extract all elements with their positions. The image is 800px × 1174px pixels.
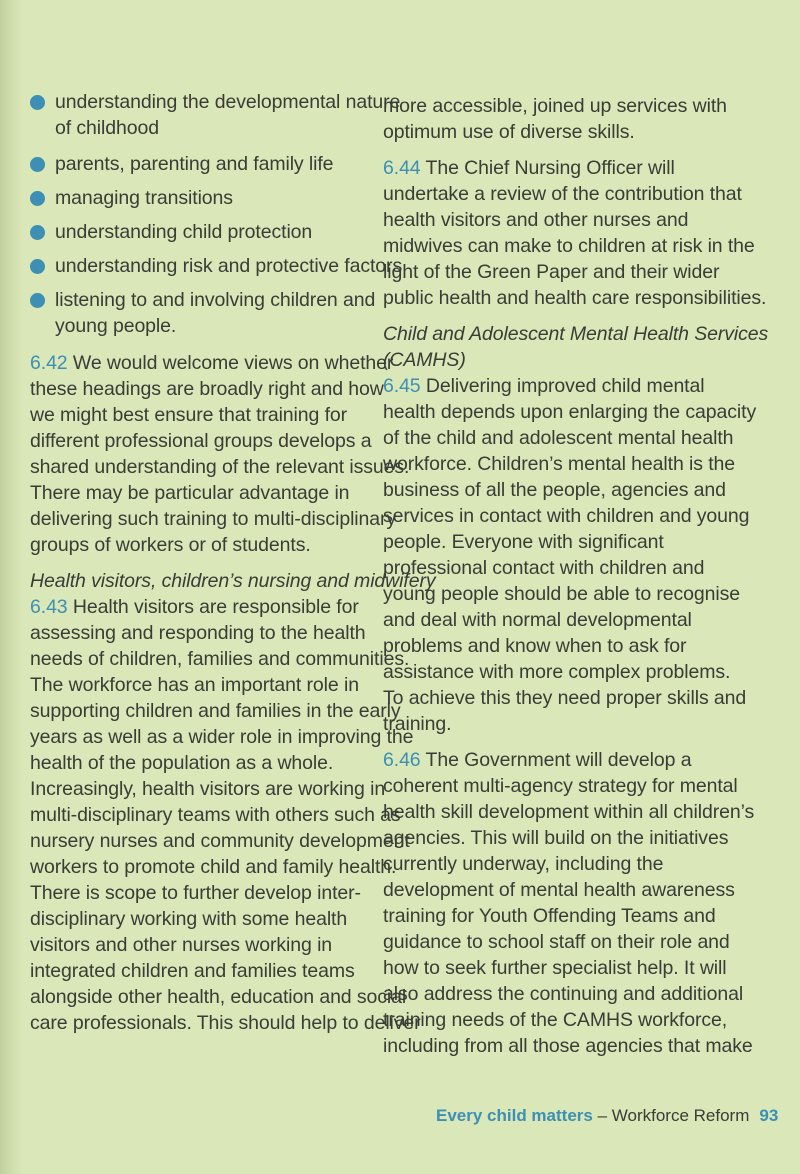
paragraph-line: needs of children, families and communities. <box>30 648 410 670</box>
paragraph-line: shared understanding of the relevant issues. <box>30 456 410 478</box>
paragraph-number: 6.43 <box>30 596 68 618</box>
paragraph-line: health visitors and other nurses and <box>383 209 689 231</box>
bullet-item: understanding the developmental nature <box>55 91 401 113</box>
paragraph-number: 6.42 <box>30 352 68 374</box>
page-binding-edge <box>0 0 22 1174</box>
paragraph-line: integrated children and families teams <box>30 960 355 982</box>
paragraph-line: optimum use of diverse skills. <box>383 121 635 143</box>
paragraph-line: Health visitors are responsible for <box>72 596 359 618</box>
paragraph-line: of the child and adolescent mental health <box>383 427 734 449</box>
footer-separator: – <box>592 1106 612 1125</box>
paragraph-line: assessing and responding to the health <box>30 622 366 644</box>
paragraph-line: these headings are broadly right and how <box>30 378 384 400</box>
paragraph-line: There may be particular advantage in <box>30 482 350 504</box>
paragraph-first-line <box>383 747 691 773</box>
bullet-item: understanding risk and protective factors <box>55 255 403 277</box>
paragraph-number: 6.46 <box>383 749 421 771</box>
page-number: 93 <box>759 1106 779 1125</box>
bullet-dot-icon <box>30 293 45 308</box>
paragraph-line: midwives can make to children at risk in the <box>383 235 755 257</box>
paragraph-line: currently underway, including the <box>383 853 664 875</box>
bullet-item: parents, parenting and family life <box>55 153 334 175</box>
bullet-dot-icon <box>30 191 45 206</box>
paragraph-line: and deal with normal developmental <box>383 609 692 631</box>
paragraph-first-line <box>30 594 359 620</box>
bullet-item: listening to and involving children and <box>55 289 376 311</box>
paragraph-line: health skill development within all children’s <box>383 801 755 823</box>
paragraph-line: undertake a review of the contribution that <box>383 183 742 205</box>
paragraph-line: how to seek further specialist help. It will <box>383 957 727 979</box>
paragraph-line: assistance with more complex problems. <box>383 661 731 683</box>
paragraph-line: nursery nurses and community development <box>30 830 410 852</box>
bullet-dot-icon <box>30 95 45 110</box>
paragraph-line: guidance to school staff on their role and <box>383 931 730 953</box>
paragraph-line: also address the continuing and additional <box>383 983 744 1005</box>
paragraph-line: multi-disciplinary teams with others such as <box>30 804 401 826</box>
paragraph-line: care professionals. This should help to deliver <box>30 1012 421 1034</box>
paragraph-line: business of all the people, agencies and <box>383 479 726 501</box>
paragraph-line: visitors and other nurses working in <box>30 934 333 956</box>
paragraph-line: young people should be able to recognise <box>383 583 741 605</box>
footer-title: Every child matters <box>436 1106 593 1125</box>
paragraph-line: different professional groups develops a <box>30 430 372 452</box>
section-heading: Health visitors, children’s nursing and midwifery <box>30 570 436 592</box>
paragraph-first-line <box>383 373 704 399</box>
paragraph-line: training. <box>383 713 452 735</box>
paragraph-line: groups of workers or of students. <box>30 534 311 556</box>
paragraph-line: Increasingly, health visitors are working in <box>30 778 386 800</box>
paragraph-line: more accessible, joined up services with <box>383 95 727 117</box>
paragraph-number: 6.44 <box>383 157 421 179</box>
paragraph-line: To achieve this they need proper skills and <box>383 687 747 709</box>
paragraph-line: training needs of the CAMHS workforce, <box>383 1009 728 1031</box>
paragraph-line: disciplinary working with some health <box>30 908 348 930</box>
bullet-dot-icon <box>30 157 45 172</box>
bullet-item-continuation: young people. <box>55 315 177 337</box>
paragraph-line: alongside other health, education and social <box>30 986 407 1008</box>
paragraph-line: including from all those agencies that make <box>383 1035 753 1057</box>
paragraph-line: public health and health care responsibilities. <box>383 287 767 309</box>
paragraph-line: problems and know when to ask for <box>383 635 687 657</box>
section-heading-continuation: (CAMHS) <box>383 349 466 371</box>
footer-subtitle: Workforce Reform <box>611 1106 750 1125</box>
paragraph-line: we might best ensure that training for <box>30 404 348 426</box>
page-footer <box>436 1104 778 1128</box>
paragraph-line: There is scope to further develop inter- <box>30 882 361 904</box>
bullet-item-continuation: of childhood <box>55 117 159 139</box>
paragraph-line: Delivering improved child mental <box>425 375 705 397</box>
paragraph-line: delivering such training to multi-disciplinary <box>30 508 397 530</box>
paragraph-line: people. Everyone with significant <box>383 531 664 553</box>
bullet-dot-icon <box>30 259 45 274</box>
paragraph-first-line <box>30 350 393 376</box>
bullet-dot-icon <box>30 225 45 240</box>
paragraph-line: agencies. This will build on the initiatives <box>383 827 729 849</box>
paragraph-line: training for Youth Offending Teams and <box>383 905 716 927</box>
paragraph-line: coherent multi-agency strategy for mental <box>383 775 738 797</box>
paragraph-line: supporting children and families in the early <box>30 700 401 722</box>
paragraph-first-line <box>383 155 675 181</box>
paragraph-number: 6.45 <box>383 375 421 397</box>
paragraph-line: services in contact with children and young <box>383 505 750 527</box>
paragraph-line: health of the population as a whole. <box>30 752 334 774</box>
paragraph-line: professional contact with children and <box>383 557 705 579</box>
bullet-item: understanding child protection <box>55 221 313 243</box>
paragraph-line: The Government will develop a <box>425 749 692 771</box>
paragraph-line: development of mental health awareness <box>383 879 735 901</box>
paragraph-line: The workforce has an important role in <box>30 674 359 696</box>
paragraph-line: workers to promote child and family health. <box>30 856 397 878</box>
paragraph-line: We would welcome views on whether <box>72 352 394 374</box>
paragraph-line: health depends upon enlarging the capacity <box>383 401 757 423</box>
paragraph-line: years as well as a wider role in improving the <box>30 726 414 748</box>
section-heading: Child and Adolescent Mental Health Services <box>383 323 769 345</box>
paragraph-line: workforce. Children’s mental health is the <box>383 453 736 475</box>
paragraph-line: The Chief Nursing Officer will <box>425 157 675 179</box>
bullet-item: managing transitions <box>55 187 233 209</box>
paragraph-line: light of the Green Paper and their wider <box>383 261 720 283</box>
